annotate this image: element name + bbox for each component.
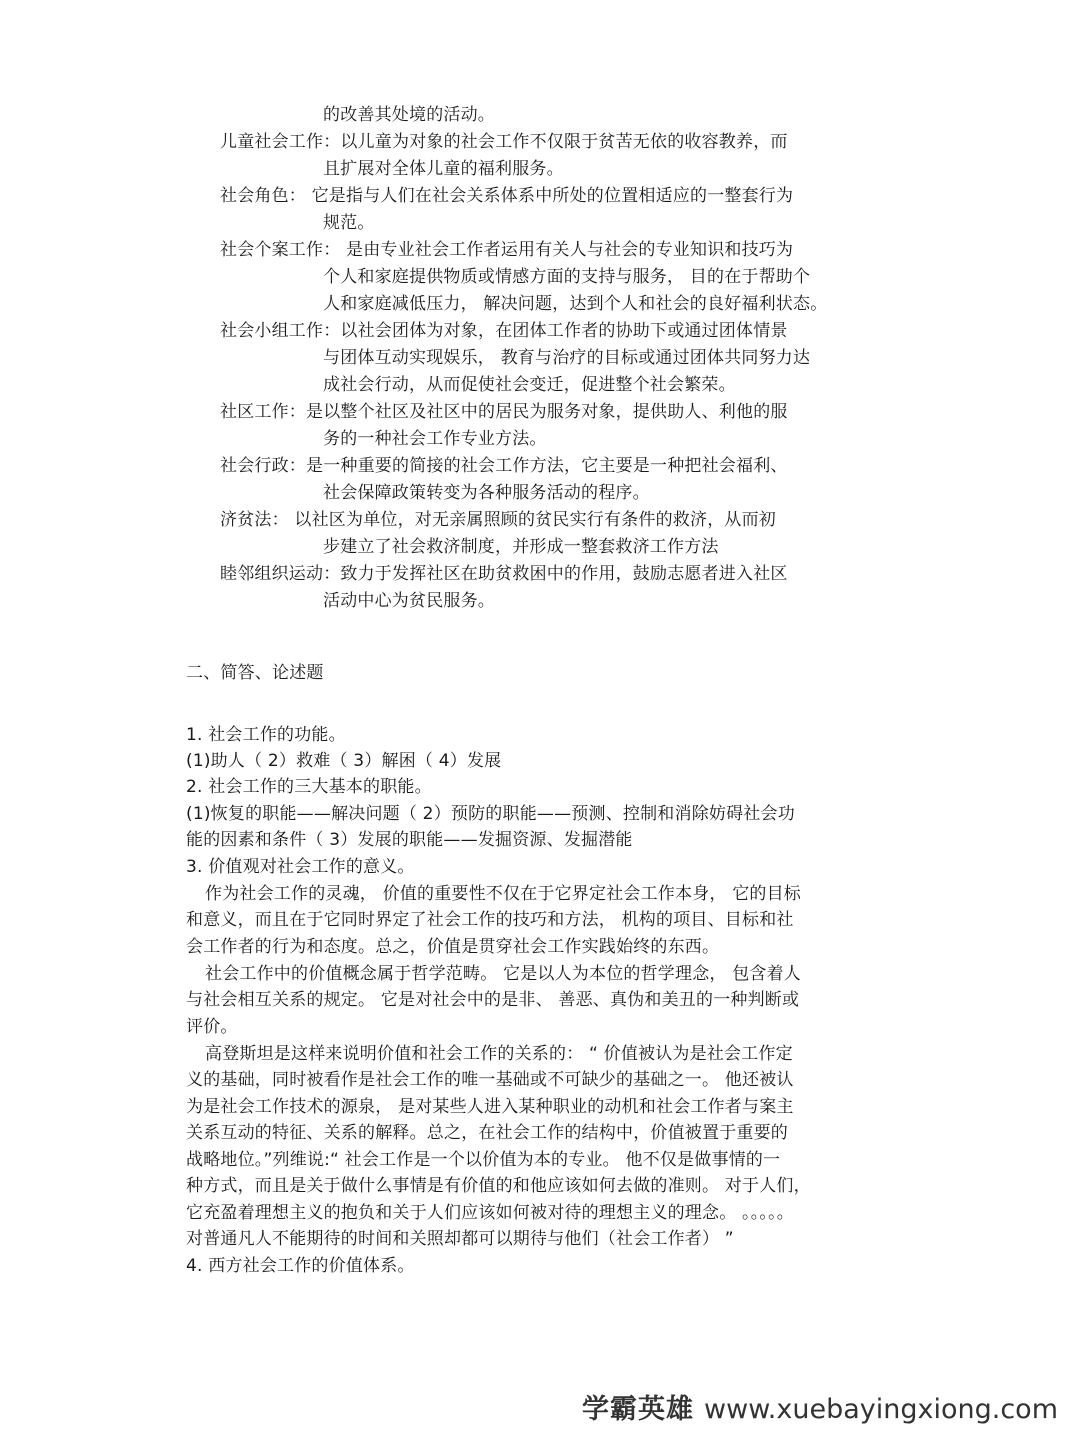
paragraph-line: 对普通凡人不能期待的时间和关照却都可以期待与他们（社会工作者） ” — [186, 1229, 734, 1249]
paragraph-line: 作为社会工作的灵魂， 价值的重要性不仅在于它界定社会工作本身， 它的目标 — [205, 884, 802, 904]
question-heading: 3. 价值观对社会工作的意义。 — [186, 857, 415, 877]
paragraph-line: 为是社会工作技术的源泉， 是对某些人进入某种职业的动机和社会工作者与案主 — [186, 1097, 794, 1117]
watermark — [582, 1392, 1058, 1428]
paragraph-line: 关系互动的特征、关系的解释。总之，在社会工作的结构中，价值被置于重要的 — [186, 1123, 788, 1143]
answer-line: 能的因素和条件（ 3）发展的职能——发掘资源、发掘潜能 — [186, 830, 633, 850]
glossary-line: 个人和家庭提供物质或情感方面的支持与服务， 目的在于帮助个 — [323, 267, 811, 287]
paragraph-line: 高登斯坦是这样来说明价值和社会工作的关系的： “ 价值被认为是社会工作定 — [205, 1044, 793, 1064]
paragraph-line: 会工作者的行为和态度。总之，价值是贯穿社会工作实践始终的东西。 — [186, 937, 720, 957]
question-heading: 4. 西方社会工作的价值体系。 — [186, 1256, 415, 1276]
glossary-line: 与团体互动实现娱乐， 教育与治疗的目标或通过团体共同努力达 — [323, 348, 811, 368]
glossary-term-social-role: 社会角色： 它是指与人们在社会关系体系中所处的位置相适应的一整套行为 — [220, 186, 794, 206]
glossary-term-group-work: 社会小组工作：以社会团体为对象，在团体工作者的协助下或通过团体情景 — [220, 321, 788, 341]
answer-line: (1)助人（ 2）救难（ 3）解困（ 4）发展 — [186, 751, 502, 771]
watermark-url: www.xuebayingxiong.com — [704, 1394, 1058, 1425]
answer-line: (1)恢复的职能——解决问题（ 2）预防的职能——预测、控制和消除妨碍社会功 — [186, 804, 795, 824]
glossary-term-casework: 社会个案工作： 是由专业社会工作者运用有关人与社会的专业知识和技巧为 — [220, 240, 794, 260]
paragraph-line: 社会工作中的价值概念属于哲学范畴。 它是以人为本位的哲学理念， 包含着人 — [205, 964, 802, 984]
paragraph-line: 种方式，而且是关于做什么事情是有价值的和他应该如何去做的准则。 对于人们， — [186, 1176, 811, 1196]
glossary-line: 活动中心为贫民服务。 — [323, 591, 495, 611]
watermark-brand: 学霸英雄 — [582, 1394, 695, 1425]
paragraph-line: 和意义，而且在于它同时界定了社会工作的技巧和方法， 机构的项目、目标和社 — [186, 910, 794, 930]
paragraph-line: 战略地位。”列维说:“ 社会工作是一个以价值为本的专业。 他不仅是做事情的一 — [186, 1150, 781, 1170]
paragraph-line: 它充盈着理想主义的抱负和关于人们应该如何被对待的理想主义的理念。 。。。。。 — [186, 1203, 795, 1223]
glossary-line: 成社会行动，从而促使社会变迁，促进整个社会繁荣。 — [323, 375, 736, 395]
glossary-term-children-social-work: 儿童社会工作：以儿童为对象的社会工作不仅限于贫苦无依的收容教养，而 — [220, 132, 788, 152]
glossary-line: 务的一种社会工作专业方法。 — [323, 429, 547, 449]
question-heading: 2. 社会工作的三大基本的职能。 — [186, 777, 432, 797]
paragraph-line: 评价。 — [186, 1017, 238, 1037]
glossary-term-poor-law: 济贫法： 以社区为单位，对无亲属照顾的贫民实行有条件的救济，从而初 — [220, 510, 777, 530]
glossary-line: 人和家庭减低压力， 解决问题，达到个人和社会的良好福利状态。 — [323, 294, 828, 314]
paragraph-line: 义的基础，同时被看作是社会工作的唯一基础或不可缺少的基础之一。 他还被认 — [186, 1070, 794, 1090]
glossary-line: 步建立了社会救济制度，并形成一整套救济工作方法 — [323, 537, 719, 557]
section-title: 二、简答、论述题 — [186, 663, 324, 683]
glossary-line: 社会保障政策转变为各种服务活动的程序。 — [323, 483, 650, 503]
glossary-term-community-work: 社区工作：是以整个社区及社区中的居民为服务对象，提供助人、利他的服 — [220, 402, 788, 422]
glossary-line: 规范。 — [323, 213, 375, 233]
glossary-line: 且扩展对全体儿童的福利服务。 — [323, 159, 564, 179]
glossary-term-social-administration: 社会行政：是一种重要的简接的社会工作方法，它主要是一种把社会福利、 — [220, 456, 788, 476]
question-heading: 1. 社会工作的功能。 — [186, 725, 346, 745]
glossary-line: 的改善其处境的活动。 — [323, 105, 495, 125]
glossary-term-settlement-movement: 睦邻组织运动：致力于发挥社区在助贫救困中的作用，鼓励志愿者进入社区 — [220, 564, 788, 584]
paragraph-line: 与社会相互关系的规定。 它是对社会中的是非、 善恶、真伪和美丑的一种判断或 — [186, 990, 800, 1010]
